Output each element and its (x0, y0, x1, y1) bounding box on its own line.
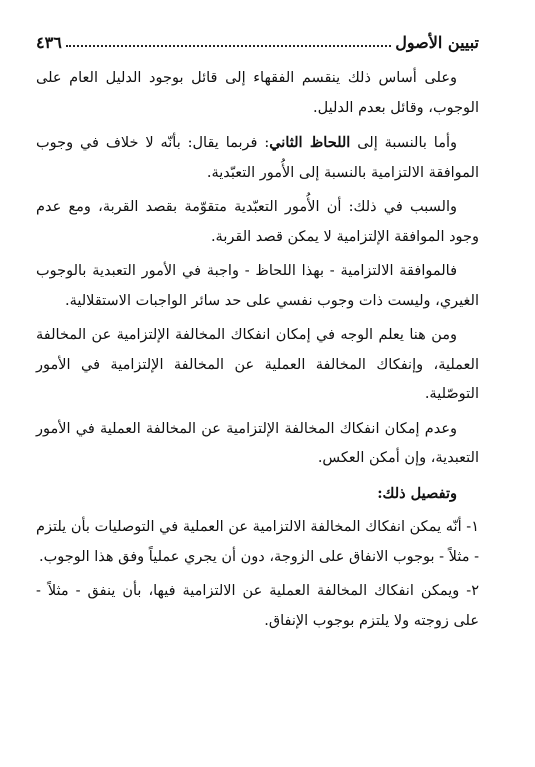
paragraph: فالموافقة الالتزامية - بهذا اللحاظ - واجبة في الأمور التعبدية بالوجوب الغيري، وليست ذات وجوب نفسي على حد سائر الواجبات الاستقلالية. (36, 263, 479, 309)
section-heading: وتفصيل ذلك: (377, 484, 457, 502)
paragraph-text: : فربما يقال: بأنّه لا خلاف في وجوب الموافقة الالتزامية بالنسبة إلى الأُمور التعبّدية. (36, 135, 479, 181)
paragraph: وعلى أساس ذلك ينقسم الفقهاء إلى قائل بوجود الدليل العام على الوجوب، وقائل بعدم الدليل. (36, 70, 479, 116)
paragraph (36, 128, 479, 188)
paragraph: والسبب في ذلك: أن الأُمور التعبّدية متقوّمة بقصد القربة، ومع عدم وجود الموافقة الإلتزامية لا يمكن قصد القربة. (36, 199, 479, 245)
book-title: تبيين الأصول (395, 33, 479, 52)
paragraph-prefix: وأما بالنسبة إلى (350, 135, 457, 151)
paragraph: ومن هنا يعلم الوجه في إمكان انفكاك المخالفة الإلتزامية عن المخالفة العملية، وإنفكاك المخالفة العملية عن المخالفة الإلتزامية في الأمور التوصّلية. (36, 327, 479, 402)
numbered-item: ١- أنّه يمكن انفكاك المخالفة الالتزامية عن العملية في التوصليات بأن يلتزم - مثلاً - بوجوب الانفاق على الزوجة، دون أن يجري عملياً وفق هذا الوجوب. (36, 519, 479, 565)
paragraph-lead-bold: اللحاظ الثاني (269, 134, 351, 151)
page-header (36, 30, 479, 52)
header-dotted-leader (66, 44, 391, 47)
page-body (36, 64, 479, 641)
numbered-item: ٢- ويمكن انفكاك المخالفة العملية عن الالتزامية فيها، بأن ينفق - مثلاً - على زوجته ولا يلتزم بوجوب الإنفاق. (36, 583, 479, 629)
page-number: ٤٣٦ (36, 33, 62, 52)
paragraph: وعدم إمكان انفكاك المخالفة الإلتزامية عن المخالفة العملية في الأمور التعبدية، وإن أمكن العكس. (36, 420, 479, 466)
